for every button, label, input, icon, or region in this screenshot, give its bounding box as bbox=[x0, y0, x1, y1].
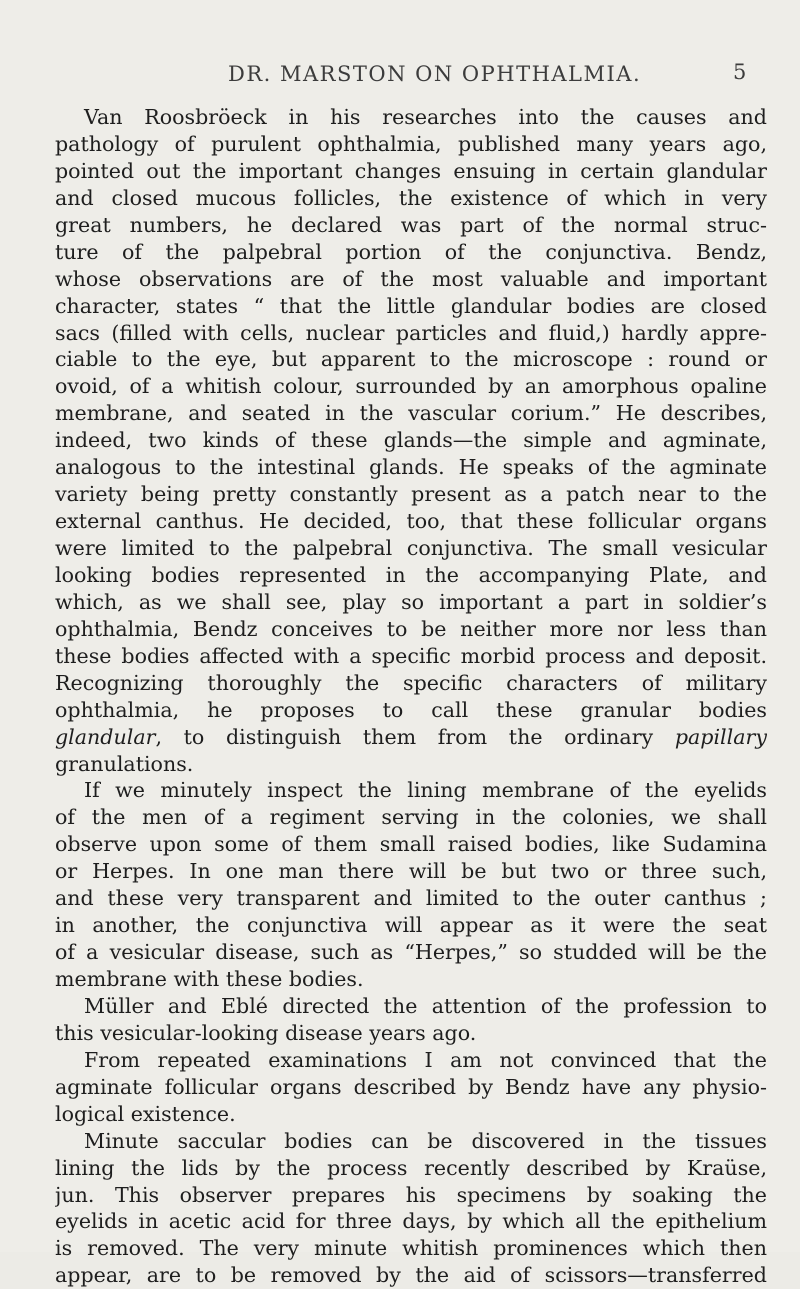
text-line: character, states “ that the little glandular bodies are closed bbox=[55, 293, 767, 318]
text-line: and closed mucous follicles, the existence of which in very bbox=[55, 185, 767, 210]
text-line: pointed out the important changes ensuing in certain glandular bbox=[55, 158, 767, 183]
text-line: is removed. The very minute whitish prominences which then bbox=[55, 1236, 767, 1261]
text-line: whose observations are of the most valuable and important bbox=[55, 266, 767, 291]
text-line: ciable to the eye, but apparent to the microscope : round or bbox=[55, 347, 767, 372]
text-line: great numbers, he declared was part of the normal struc- bbox=[55, 212, 767, 237]
page-number: 5 bbox=[733, 60, 747, 84]
text-line: granulations. bbox=[55, 751, 194, 776]
text-line: sacs (filled with cells, nuclear particles and fluid,) hardly appre- bbox=[55, 320, 767, 345]
italic-term-papillary: papillary bbox=[674, 724, 767, 749]
text-line: jun. This observer prepares his specimens by soaking the bbox=[55, 1182, 767, 1207]
text-line: ophthalmia, he proposes to call these granular bodies bbox=[55, 697, 767, 722]
text-line: If we minutely inspect the lining membrane of the eyelids bbox=[84, 778, 767, 803]
text-line: Müller and Eblé directed the attention of the profession to bbox=[84, 993, 767, 1018]
text-line: membrane, and seated in the vascular corium.” He describes, bbox=[55, 401, 767, 426]
text-line: these bodies affected with a specific morbid process and deposit. bbox=[55, 643, 767, 668]
running-title: DR. MARSTON ON OPHTHALMIA. bbox=[228, 62, 642, 86]
text-segment: , to distinguish them from the ordinary bbox=[155, 724, 675, 749]
text-line: which, as we shall see, play so important a part in soldier’s bbox=[55, 589, 767, 614]
body-text bbox=[55, 104, 767, 1289]
text-line: in another, the conjunctiva will appear as it were the seat bbox=[55, 913, 767, 938]
text-line: Recognizing thoroughly the specific characters of military bbox=[55, 670, 767, 695]
text-line: eyelids in acetic acid for three days, by which all the epithelium bbox=[55, 1209, 767, 1234]
text-line: looking bodies represented in the accompanying Plate, and bbox=[55, 562, 767, 587]
text-line: this vesicular-looking disease years ago. bbox=[55, 1020, 477, 1045]
text-line: or Herpes. In one man there will be but two or three such, bbox=[55, 859, 767, 884]
text-line: logical existence. bbox=[55, 1101, 236, 1126]
text-line: ture of the palpebral portion of the conjunctiva. Bendz, bbox=[55, 239, 767, 264]
text-line: appear, are to be removed by the aid of scissors—transferred bbox=[55, 1263, 767, 1288]
text-line: were limited to the palpebral conjunctiva. The small vesicular bbox=[55, 536, 767, 560]
text-line: and these very transparent and limited to the outer canthus ; bbox=[55, 886, 767, 911]
text-line: pathology of purulent ophthalmia, published many years ago, bbox=[55, 131, 767, 156]
text-line: variety being pretty constantly present as a patch near to the bbox=[55, 482, 767, 507]
text-line: Minute saccular bodies can be discovered in the tissues bbox=[84, 1128, 767, 1153]
text-line: of the men of a regiment serving in the colonies, we shall bbox=[55, 805, 767, 830]
text-line: ovoid, of a whitish colour, surrounded by an amorphous opaline bbox=[55, 374, 767, 399]
text-line: external canthus. He decided, too, that these follicular organs bbox=[55, 509, 767, 534]
italic-term-glandular: glandular bbox=[55, 724, 156, 749]
text-line: membrane with these bodies. bbox=[55, 967, 364, 991]
text-line: observe upon some of them small raised bodies, like Sudamina bbox=[55, 832, 767, 857]
text-line: Van Roosbröeck in his researches into the causes and bbox=[84, 105, 767, 129]
text-line: lining the lids by the process recently described by Kraüse, bbox=[55, 1155, 767, 1180]
text-line: analogous to the intestinal glands. He speaks of the agminate bbox=[55, 455, 767, 480]
text-line: From repeated examinations I am not convinced that the bbox=[84, 1047, 767, 1072]
text-line-with-italics bbox=[55, 724, 767, 751]
text-line: ophthalmia, Bendz conceives to be neither more nor less than bbox=[55, 616, 767, 641]
running-head bbox=[0, 62, 800, 92]
text-line: indeed, two kinds of these glands—the simple and agminate, bbox=[55, 428, 767, 453]
text-line: agminate follicular organs described by Bendz have any physio- bbox=[55, 1074, 767, 1099]
text-line: of a vesicular disease, such as “Herpes,” so studded will be the bbox=[55, 940, 767, 965]
